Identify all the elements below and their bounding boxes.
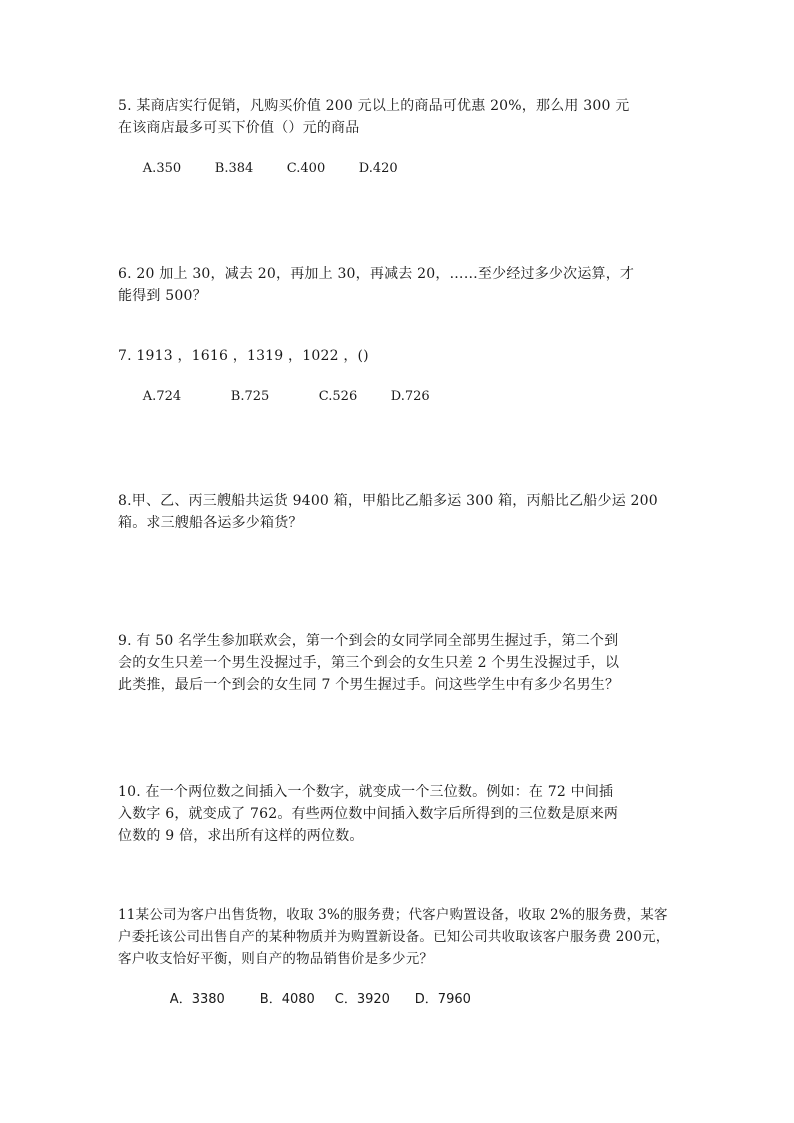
option-c: C．3920 [334,992,390,1007]
question-8-line-2: 箱。求三艘船各运多少箱货？ [118,515,303,531]
question-9 [118,630,684,696]
question-10-line-3: 位数的 9 倍，求出所有这样的两位数。 [118,828,364,844]
question-8 [118,490,684,534]
question-11-options [118,970,684,1030]
question-5-line-1: 5. 某商店实行促销，凡购买价值 200 元以上的商品可优惠 20%，那么用 300 元 [118,98,630,114]
question-11-line-1: 11某公司为客户出售货物，收取 3%的服务费；代客户购置设备，收取 2%的服务费，某客 [118,907,668,923]
option-a: A.350 [142,161,182,176]
question-5-line-2: 在该商店最多可买下价值（）元的商品 [118,120,360,136]
option-b: B.384 [214,161,254,176]
question-11-line-3: 客户收支恰好平衡，则自产的物品销售价是多少元？ [118,951,434,967]
option-c: C.400 [286,161,326,176]
question-11 [118,904,684,1030]
question-8-line-1: 8.甲、乙、丙三艘船共运货 9400 箱，甲船比乙船多运 300 箱，丙船比乙船少运 200 [118,493,658,509]
question-7 [118,345,684,427]
option-a: A．3380 [169,992,225,1007]
question-10-line-1: 10. 在一个两位数之间插入一个数字，就变成一个三位数。例如：在 72 中间插 [118,784,614,800]
question-6-line-2: 能得到 500？ [118,288,207,304]
question-9-line-1: 9. 有 50 名学生参加联欢会，第一个到会的女同学同全部男生握过手，第二个到 [118,633,619,649]
question-10 [118,781,684,847]
question-6 [118,263,684,307]
option-b: B．4080 [259,992,315,1007]
question-5 [118,95,684,199]
option-d: D.420 [358,161,398,176]
option-b: B.725 [230,389,270,404]
question-7-line-1: 7. 1913 ，1616 ，1319 ，1022 ，() [118,348,369,364]
question-9-line-2: 会的女生只差一个男生没握过手，第三个到会的女生只差 2 个男生没握过手，以 [118,655,620,671]
question-9-line-3: 此类推，最后一个到会的女生同 7 个男生握过手。问这些学生中有多少名男生？ [118,677,620,693]
question-11-line-2: 户委托该公司出售自产的某种物质并为购置新设备。已知公司共收取该客户服务费 200元， [118,929,670,945]
option-d: D.726 [390,389,430,404]
question-6-line-1: 6. 20 加上 30，减去 20，再加上 30，再减去 20，……至少经过多少次运算，才 [118,266,635,282]
question-7-options [118,367,684,427]
option-c: C.526 [318,389,358,404]
question-5-options [118,139,684,199]
option-d: D．7960 [414,992,471,1007]
question-10-line-2: 入数字 6，就变成了 762。有些两位数中间插入数字后所得到的三位数是原来两 [118,806,619,822]
option-a: A.724 [142,389,182,404]
